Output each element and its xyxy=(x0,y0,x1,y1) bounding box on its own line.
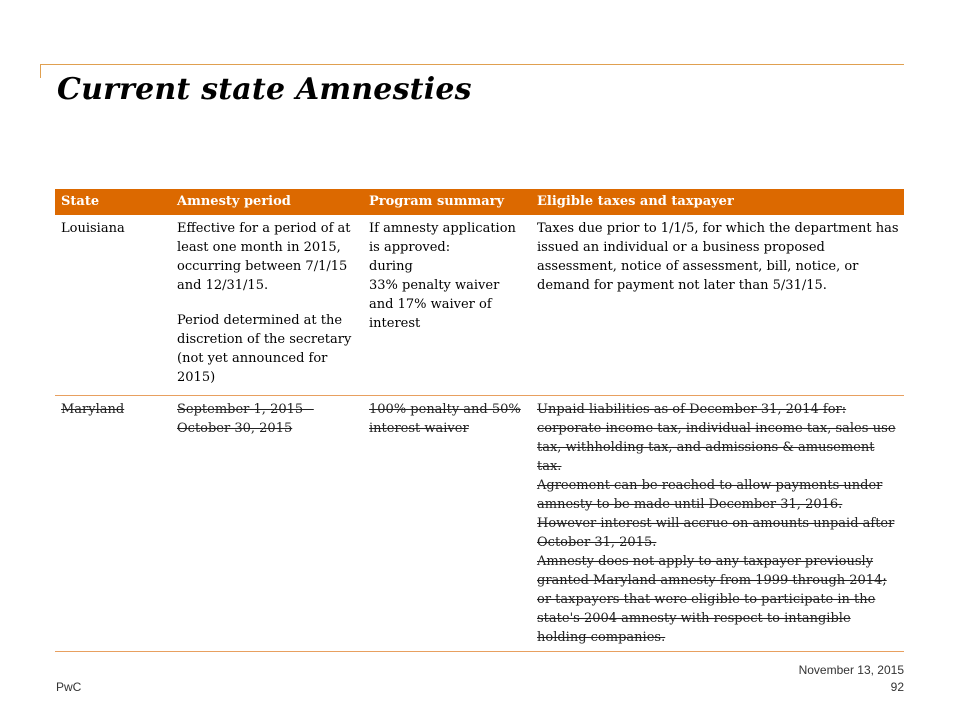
period-note: Period determined at the discretion of the secretary (not yet announced for 2015) xyxy=(177,313,352,385)
table-row-louisiana xyxy=(55,215,904,396)
amnesty-table xyxy=(55,189,904,652)
state-name: Louisiana xyxy=(61,221,125,236)
footer-brand: PwC xyxy=(56,680,82,694)
summary-line: 33% penalty waiver and 17% waiver of interest xyxy=(369,278,500,331)
summary-line: during xyxy=(369,259,413,274)
slide-title: Current state Amnesties xyxy=(57,72,472,107)
state-name: Maryland xyxy=(61,402,125,417)
header-program-summary: Program summary xyxy=(363,189,531,215)
table-row-maryland xyxy=(55,396,904,652)
cell-summary xyxy=(363,396,531,652)
footer-meta xyxy=(799,662,904,696)
page-number: 92 xyxy=(890,680,904,694)
slide-corner-tick xyxy=(40,64,41,78)
eligible-text: Taxes due prior to 1/1/5, for which the department has issued an individual or a business proposed assessment, notice of assessment, bill, notice, or demand for payment not later than 5/31/15. xyxy=(537,221,899,293)
period-text: Effective for a period of at least one month in 2015, occurring between 7/1/15 and 12/31/15. xyxy=(177,221,351,293)
table-header-row xyxy=(55,189,904,215)
cell-period xyxy=(171,396,363,652)
summary-line: If amnesty application is approved: xyxy=(369,221,516,255)
eligible-text: Amnesty does not apply to any taxpayer previously granted Maryland amnesty from 1999 through 2014; or taxpayers that were eligible to participate in the state's 2004 amnesty with respect to intangible holding companies. xyxy=(537,554,887,645)
period-text: September 1, 2015 – October 30, 2015 xyxy=(177,402,314,436)
cell-eligible xyxy=(531,215,904,396)
header-eligible-taxes: Eligible taxes and taxpayer xyxy=(531,189,904,215)
cell-eligible xyxy=(531,396,904,652)
cell-state xyxy=(55,215,171,396)
summary-line: 100% penalty and 50% interest waiver xyxy=(369,402,521,436)
cell-summary xyxy=(363,215,531,396)
eligible-text: Unpaid liabilities as of December 31, 2014 for: corporate income tax, individual income tax, sales-use tax, withholding tax, and admissions & amusement tax. xyxy=(537,402,896,474)
cell-state xyxy=(55,396,171,652)
header-amnesty-period: Amnesty period xyxy=(171,189,363,215)
slide-top-rule xyxy=(40,64,904,65)
cell-period xyxy=(171,215,363,396)
footer-date: November 13, 2015 xyxy=(798,663,904,677)
header-state: State xyxy=(55,189,171,215)
eligible-text: Agreement can be reached to allow payments under amnesty to be made until December 31, 2016. However interest will accrue on amounts unpaid after October 31, 2015. xyxy=(537,478,895,550)
